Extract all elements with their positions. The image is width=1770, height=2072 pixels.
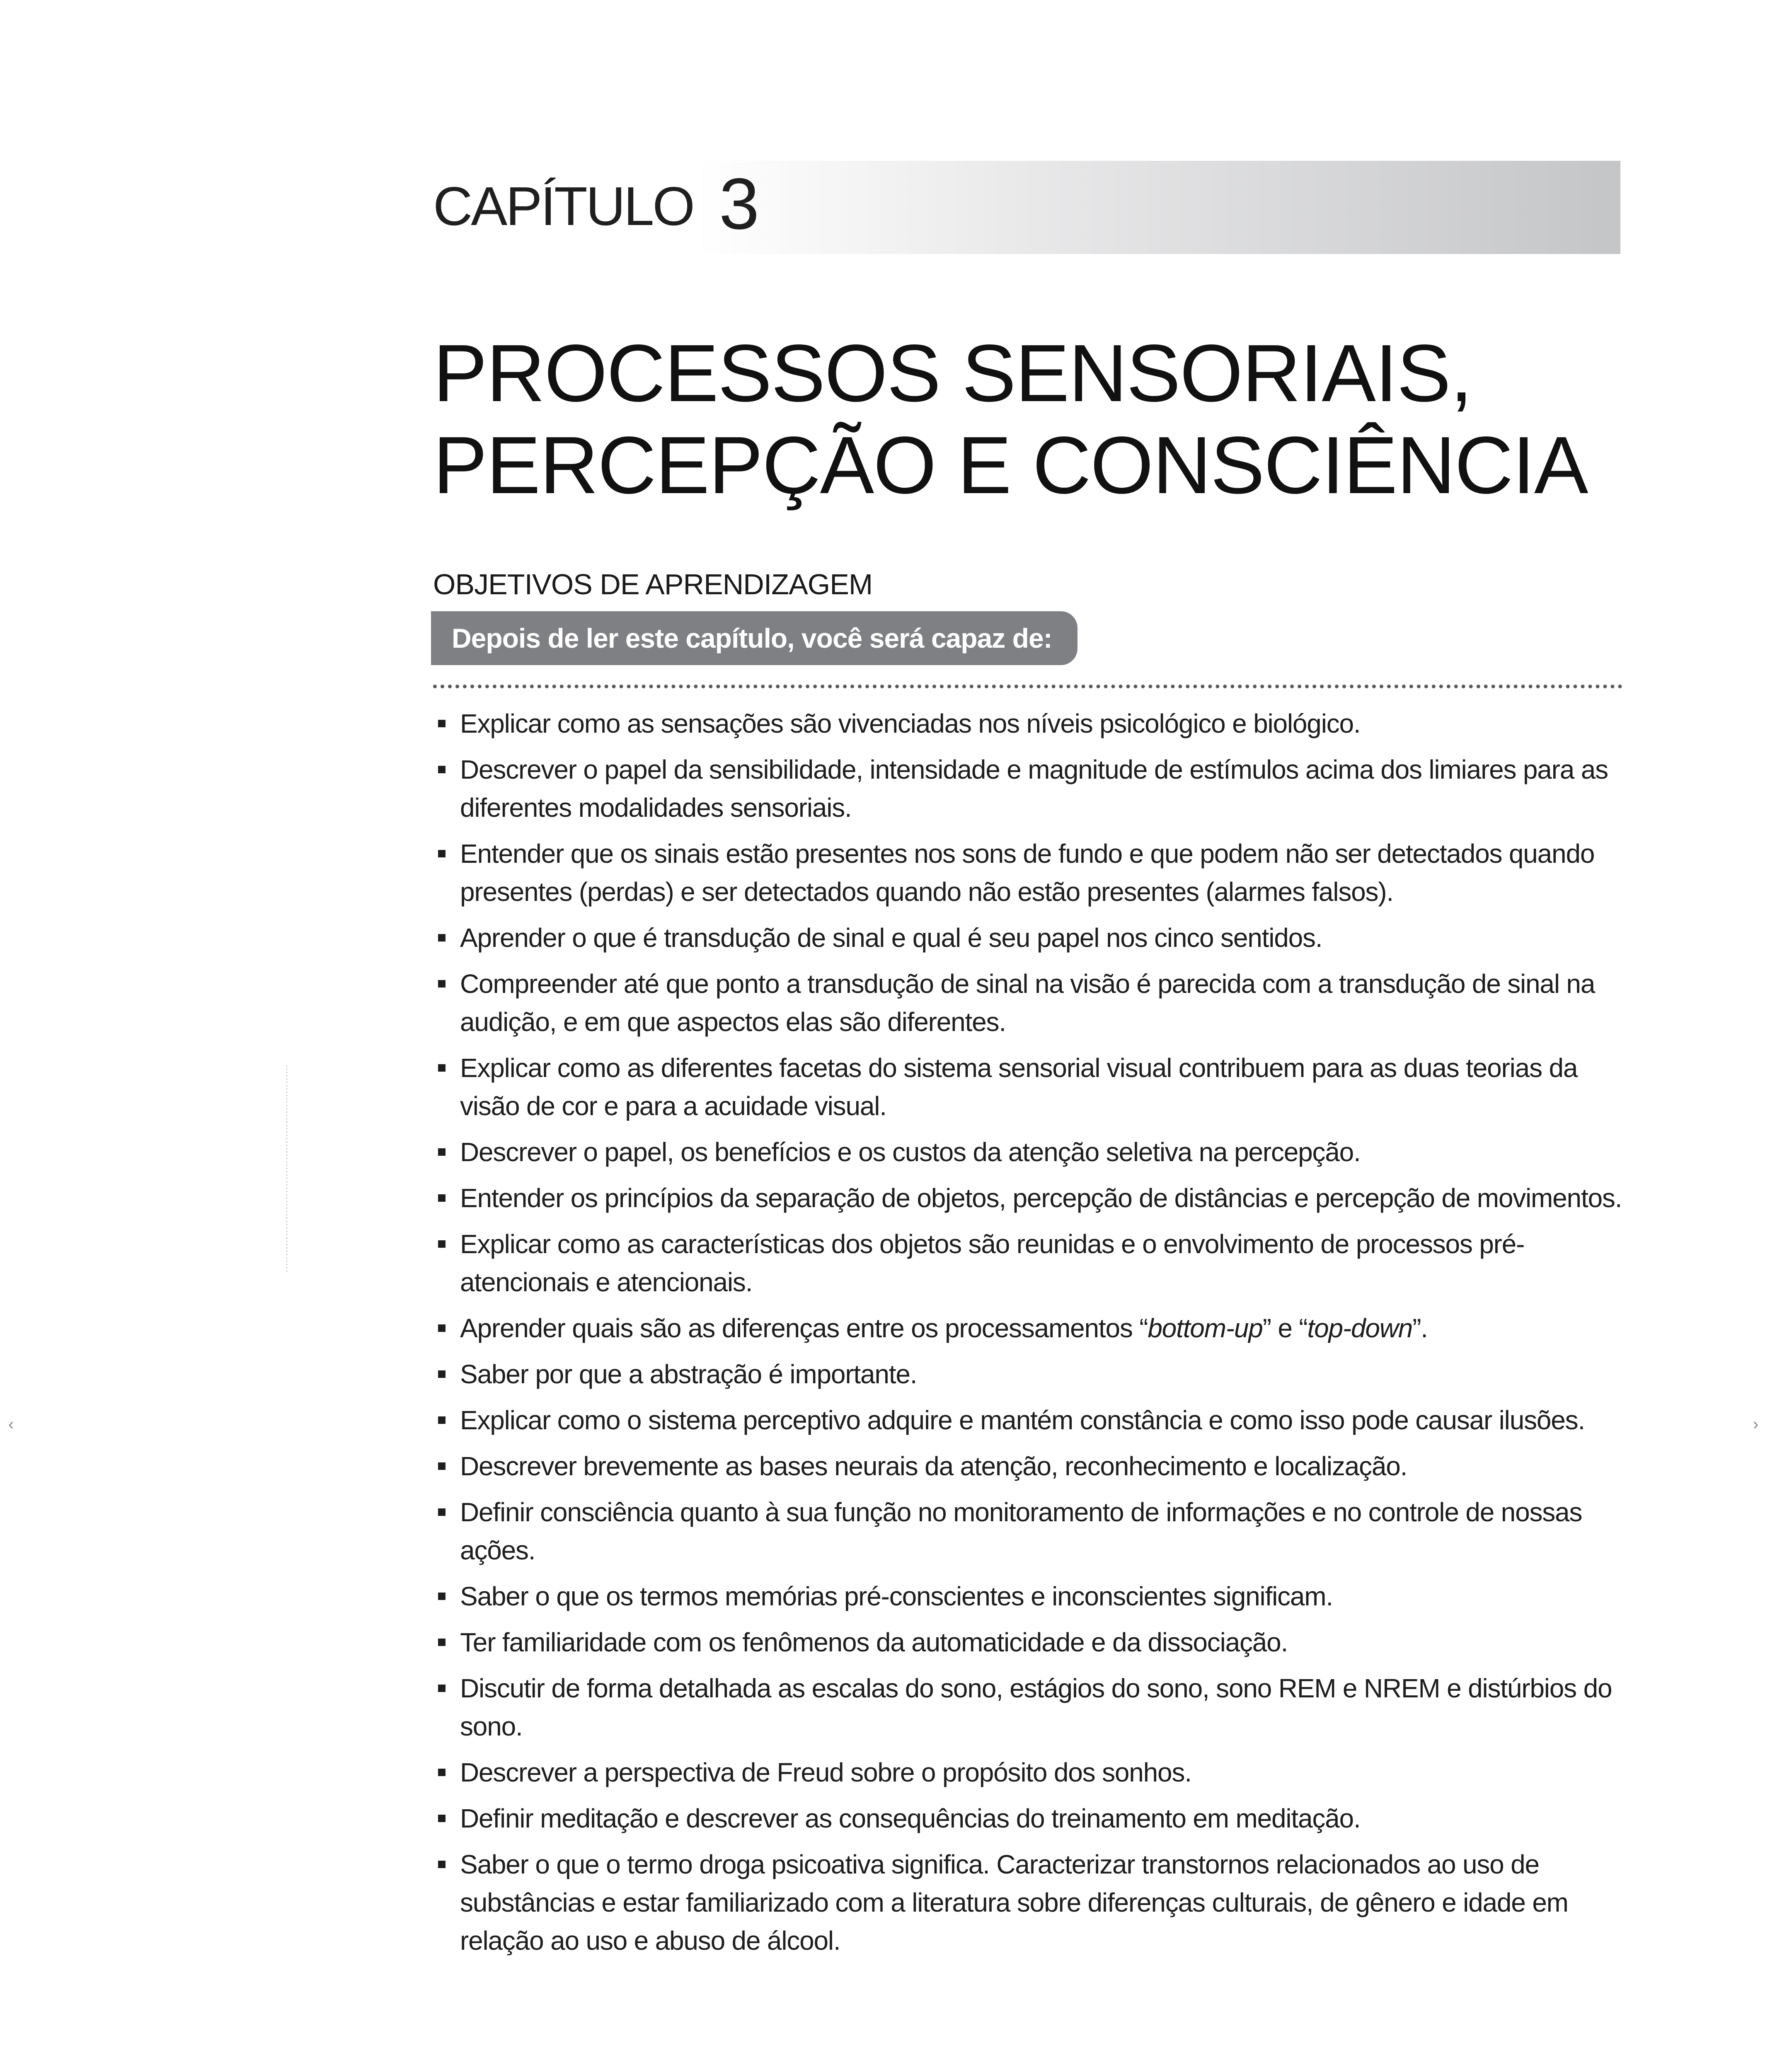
objective-item: Descrever brevemente as bases neurais da atenção, reconhecimento e localização. xyxy=(433,1447,1622,1485)
chapter-title-line-1: PROCESSOS SENSORIAIS, xyxy=(433,328,1472,419)
objective-item: Entender que os sinais estão presentes nos sons de fundo e que podem não ser detectados quando presentes (perdas) e ser detectados quando não estão presentes (alarmes falsos). xyxy=(433,835,1622,911)
objective-item: Descrever a perspectiva de Freud sobre o propósito dos sonhos. xyxy=(433,1753,1622,1791)
objectives-intro-bar xyxy=(431,611,1077,665)
term-bottom-up: bottom-up xyxy=(1148,1313,1263,1343)
objective-item: Definir meditação e descrever as consequências do treinamento em meditação. xyxy=(433,1799,1622,1837)
objective-item: Saber o que os termos memórias pré-conscientes e inconscientes significam. xyxy=(433,1577,1622,1615)
objective-item-bottom-up xyxy=(433,1309,1622,1347)
margin-dotted-line xyxy=(286,1065,288,1272)
objective-text-prefix: Aprender quais são as diferenças entre os processamentos “ xyxy=(460,1313,1148,1343)
objectives-intro-text: Depois de ler este capítulo, você será capaz de: xyxy=(452,623,1052,654)
objective-item: Aprender o que é transdução de sinal e qual é seu papel nos cinco sentidos. xyxy=(433,919,1622,957)
objective-item: Explicar como o sistema perceptivo adquire e mantém constância e como isso pode causar ilusões. xyxy=(433,1401,1622,1439)
objective-item: Entender os princípios da separação de objetos, percepção de distâncias e percepção de movimentos. xyxy=(433,1179,1622,1217)
objectives-list xyxy=(433,704,1622,1968)
objective-item: Compreender até que ponto a transdução de sinal na visão é parecida com a transdução de sinal na audição, e em que aspectos elas são diferentes. xyxy=(433,965,1622,1041)
objective-item: Explicar como as diferentes facetas do sistema sensorial visual contribuem para as duas teorias da visão de cor e para a acuidade visual. xyxy=(433,1049,1622,1125)
chapter-title xyxy=(433,327,1588,511)
chapter-title-line-2: PERCEPÇÃO E CONSCIÊNCIA xyxy=(433,420,1588,511)
next-page-arrow-icon[interactable]: › xyxy=(1753,1415,1759,1433)
objective-item: Saber o que o termo droga psicoativa significa. Caracterizar transtornos relacionados ao uso de substâncias e estar familiarizado com a literatura sobre diferenças culturais, de gênero e idade em relação ao uso e abuso de álcool. xyxy=(433,1845,1622,1960)
term-top-down: top-down xyxy=(1307,1313,1413,1343)
objective-item: Explicar como as características dos objetos são reunidas e o envolvimento de processos pré-atencionais e atencionais. xyxy=(433,1225,1622,1301)
objective-item: Ter familiaridade com os fenômenos da automaticidade e da dissociação. xyxy=(433,1623,1622,1661)
previous-page-arrow-icon[interactable]: ‹ xyxy=(8,1415,14,1433)
objective-item: Definir consciência quanto à sua função no monitoramento de informações e no controle de nossas ações. xyxy=(433,1493,1622,1569)
objective-item: Saber por que a abstração é importante. xyxy=(433,1355,1622,1393)
chapter-number: 3 xyxy=(719,164,760,244)
objective-text-suffix: ”. xyxy=(1412,1313,1428,1343)
objective-item: Descrever o papel da sensibilidade, intensidade e magnitude de estímulos acima dos limiares para as diferentes modalidades sensoriais. xyxy=(433,750,1622,827)
objective-item: Explicar como as sensações são vivenciadas nos níveis psicológico e biológico. xyxy=(433,704,1622,743)
chapter-band xyxy=(696,161,1620,254)
objective-item: Descrever o papel, os benefícios e os custos da atenção seletiva na percepção. xyxy=(433,1133,1622,1171)
dotted-divider xyxy=(433,685,1622,688)
chapter-label: CAPÍTULO xyxy=(433,176,694,237)
objective-text-middle: ” e “ xyxy=(1262,1313,1308,1343)
objectives-heading: OBJETIVOS DE APRENDIZAGEM xyxy=(433,568,873,600)
objective-item: Discutir de forma detalhada as escalas do sono, estágios do sono, sono REM e NREM e distúrbios do sono. xyxy=(433,1669,1622,1745)
